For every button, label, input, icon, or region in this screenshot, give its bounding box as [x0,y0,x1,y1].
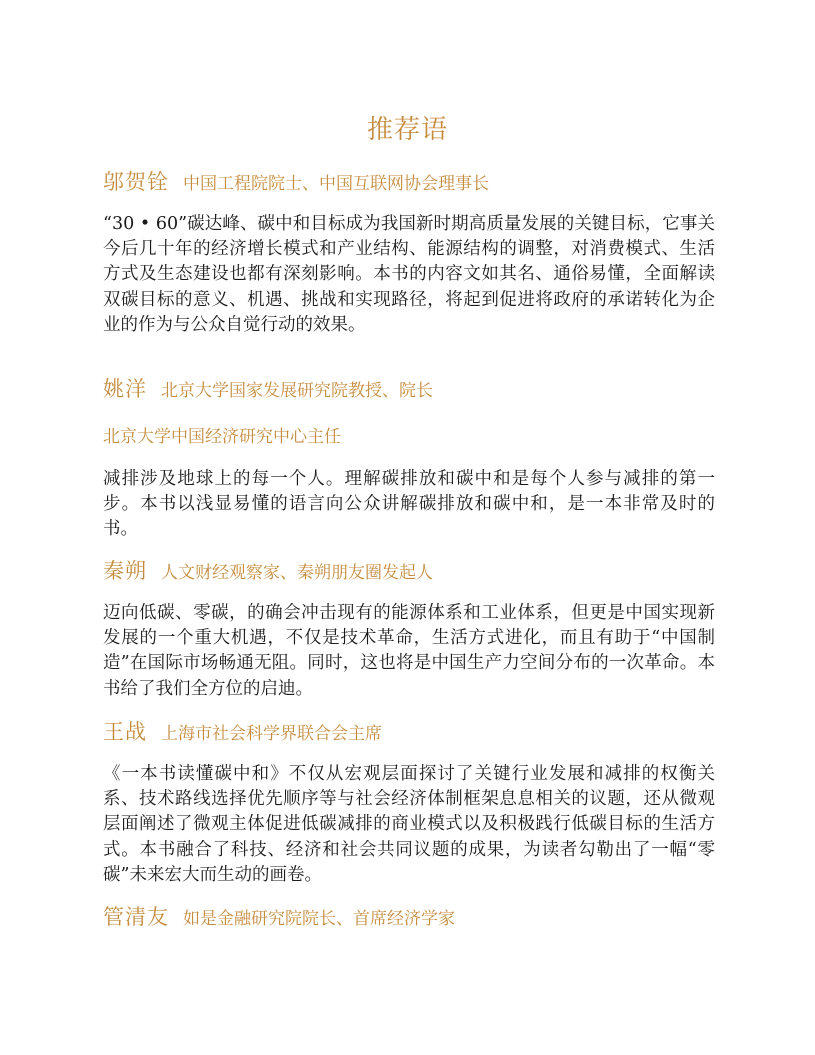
recommender-role: 上海市社会科学界联合会主席 [161,724,382,744]
recommender-name: 王战 [103,720,147,744]
recommender-role-extra: 北京大学中国经济研究中心主任 [103,427,341,447]
recommender-name: 姚洋 [103,377,147,401]
recommender-name: 邬贺铨 [103,170,169,194]
recommender-heading [103,375,713,405]
recommender-heading [103,718,713,748]
recommender-role: 中国工程院院士、中国互联网协会理事长 [183,174,489,194]
recommender-name: 秦朔 [103,559,147,583]
recommendation-text: 《一本书读懂碳中和》不仅从宏观层面探讨了关键行业发展和减排的权衡关系、技术路线选择优先顺序等与社会经济体制框架息息相关的议题，还从微观层面阐述了微观主体促进低碳减排的商业模式以及积极践行低碳目标的生活方式。本书融合了科技、经济和社会共同议题的成果，为读者勾勒出了一幅“零碳”未来宏大而生动的画卷。 [103,764,715,885]
recommendation-text: 减排涉及地球上的每一个人。理解碳排放和碳中和是每个人参与减排的第一步。本书以浅显易懂的语言向公众讲解碳排放和碳中和，是一本非常及时的书。 [103,469,715,540]
recommender-role: 如是金融研究院院长、首席经济学家 [183,909,455,929]
recommender-role: 人文财经观察家、秦朔朋友圈发起人 [161,563,433,583]
recommender-heading [103,168,713,198]
recommender-heading [103,557,713,587]
page-title: 推荐语 [366,115,448,145]
recommender-name: 管清友 [103,905,169,929]
recommender-heading [103,903,713,933]
recommender-role: 北京大学国家发展研究院教授、院长 [161,381,433,401]
recommendation-text: “30 • 60”碳达峰、碳中和目标成为我国新时期高质量发展的关键目标，它事关今后几十年的经济增长模式和产业结构、能源结构的调整，对消费模式、生活方式及生态建设也都有深刻影响。本书的内容文如其名、通俗易懂，全面解读双碳目标的意义、机遇、挑战和实现路径，将起到促进将政府的承诺转化为企业的作为与公众自觉行动的效果。 [103,214,715,335]
recommendation-text: 迈向低碳、零碳，的确会冲击现有的能源体系和工业体系，但更是中国实现新发展的一个重大机遇，不仅是技术革命，生活方式进化，而且有助于“中国制造”在国际市场畅通无阻。同时，这也将是中国生产力空间分布的一次革命。本书给了我们全方位的启迪。 [103,603,715,699]
